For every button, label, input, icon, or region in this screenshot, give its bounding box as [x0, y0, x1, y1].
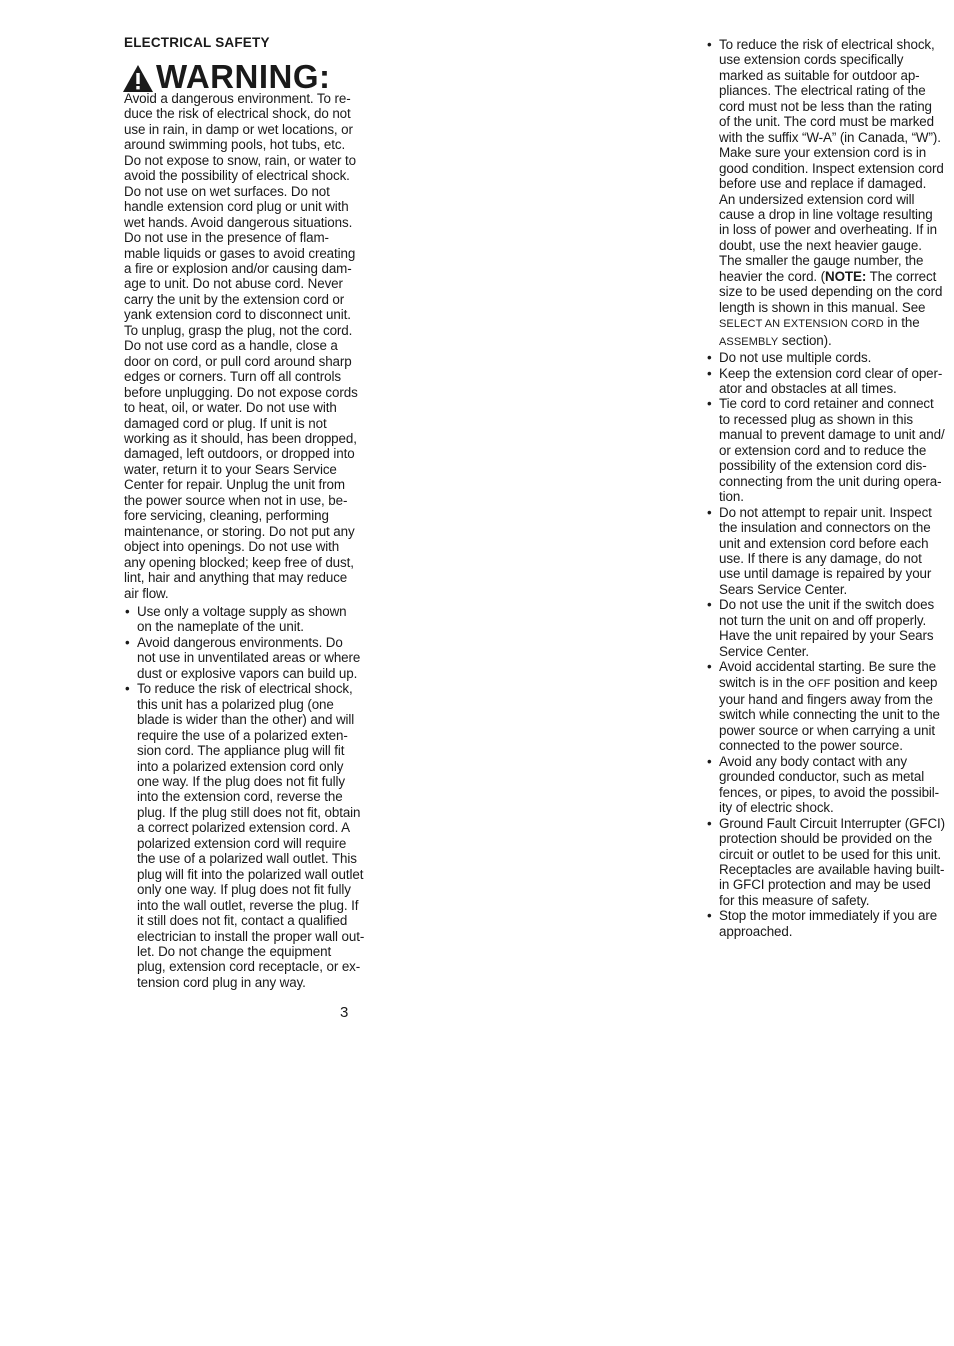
extension-cord-text-2: The correct size to be used depending on the cord length is shown in this manual. See [719, 268, 943, 315]
section-reference-assembly: ASSEMBLY [719, 335, 779, 348]
list-item-accidental-starting [706, 659, 954, 754]
warning-title [122, 55, 330, 93]
list-item: • Stop the motor immediately if you are approached. [706, 908, 954, 939]
list-item: • Do not use multiple cords. [706, 350, 954, 365]
section-heading: ELECTRICAL SAFETY [124, 35, 270, 50]
list-item: • Ground Fault Circuit Interrupter (GFCI) protection should be provided on the circuit or outlet to be used for this unit. Receptacles are available having built- in GFCI protection and may be used for this measure of safety. [706, 816, 954, 909]
section-reference-extension-cord: SELECT AN EXTENSION CORD [719, 318, 884, 331]
list-item: • Use only a voltage supply as shown on the nameplate of the unit. [124, 604, 400, 635]
off-position-label: OFF [808, 677, 831, 690]
warning-paragraph: Avoid a dangerous environment. To re- duce the risk of electrical shock, do not use in rain, in damp or wet locations, or around swimming pools, hot tubs, etc. Do not expose to snow, rain, or water to avoid the possibility of electrical shock. Do not use on wet surfaces. Do not handle extension cord plug or unit with wet hands. Avoid dangerous situations. Do not use in the presence of flam- mable liquids or gases to avoid creating a fire or explosion and/or causing dam- age to unit. Do not abuse cord. Never carry the unit by the extension cord or yank extension cord to disconnect unit. To unplug, grasp the plug, not the cord. Do not use cord as a handle, close a door on cord, or pull cord around sharp edges or corners. Turn off all controls before unplugging. Do not expose cords to heat, oil, or water. Do not use with damaged cord or plug. If unit is not working as it should, has been dropped, damaged, left outdoors, or dropped into water, return it to your Sears Service Center for repair. Unplug the unit from the power source when not in use, be- fore servicing, cleaning, performing maintenance, or storing. Do not put any object into openings. Do not use with any opening blocked; keep free of dust, lint, hair and anything that may reduce air flow. [124, 91, 358, 601]
accidental-starting-text-2: position and keep your hand and fingers away from the switch while connecting the unit to the power source or when carrying a unit connected to the power source. [719, 674, 940, 754]
list-item: • Do not attempt to repair unit. Inspect the insulation and connectors on the unit and extension cord before each use. If there is any damage, do not use until damage is repaired by your Sears Service Center. [706, 505, 954, 598]
list-item: • Avoid dangerous environments. Do not use in unventilated areas or where dust or explosive vapors can build up. [124, 635, 400, 681]
note-label: NOTE: [825, 268, 867, 284]
extension-cord-text-3: in the [887, 315, 920, 331]
page-number: 3 [340, 1004, 349, 1021]
right-bullet-list [706, 37, 954, 939]
extension-cord-text-4: section). [778, 332, 832, 348]
list-item: • To reduce the risk of electrical shock, this unit has a polarized plug (one blade is wider than the other) and will require the use of a polarized exten- sion cord. The appliance plug will fit into a polarized extension cord only one way. If the plug does not fit fully into the extension cord, reverse the plug. If the plug still does not fit, obtain a correct polarized extension cord. A polarized extension cord will require the use of a polarized wall outlet. This plug will fit into the polarized wall outlet only one way. If plug does not fit fully into the wall outlet, reverse the plug. If it still does not fit, contact a qualified electrician to install the proper wall out- let. Do not change the equipment plug, extension cord receptacle, or ex- tension cord plug in any way. [124, 681, 400, 990]
list-item: • Keep the extension cord clear of oper- ator and obstacles at all times. [706, 366, 954, 397]
list-item: • Tie cord to cord retainer and connect to recessed plug as shown in this manual to prevent damage to unit and/ or extension cord and to reduce the possibility of the extension cord dis- connecting from the unit during opera- tion. [706, 396, 954, 504]
list-item: • Avoid any body contact with any grounded conductor, such as metal fences, or pipes, to avoid the possibil- ity of electric shock. [706, 754, 954, 816]
accidental-starting-text: Avoid accidental starting. Be sure the switch is in the [719, 659, 937, 690]
warning-label: WARNING: [156, 58, 331, 95]
list-item-extension-cord [706, 37, 954, 350]
list-item: • Do not use the unit if the switch does not turn the unit on and off properly. Have the unit repaired by your Sears Service Center. [706, 597, 954, 659]
extension-cord-text: To reduce the risk of electrical shock, use extension cords specifically marked as suitable for outdoor ap- pliances. The electrical rating of the cord must not be less than the rating of the unit. The cord must be marked with the suffix “W-A” (in Canada, “W”). Make sure your extension cord is in good condition. Inspect extension cord before use and replace if damaged. An undersized extension cord will cause a drop in line voltage resulting in loss of power and overheating. If in doubt, use the next heavier gauge. The smaller the gauge number, the heavier the cord. ( [719, 37, 944, 284]
left-bullet-list [124, 604, 400, 990]
warning-triangle-icon [122, 63, 154, 93]
